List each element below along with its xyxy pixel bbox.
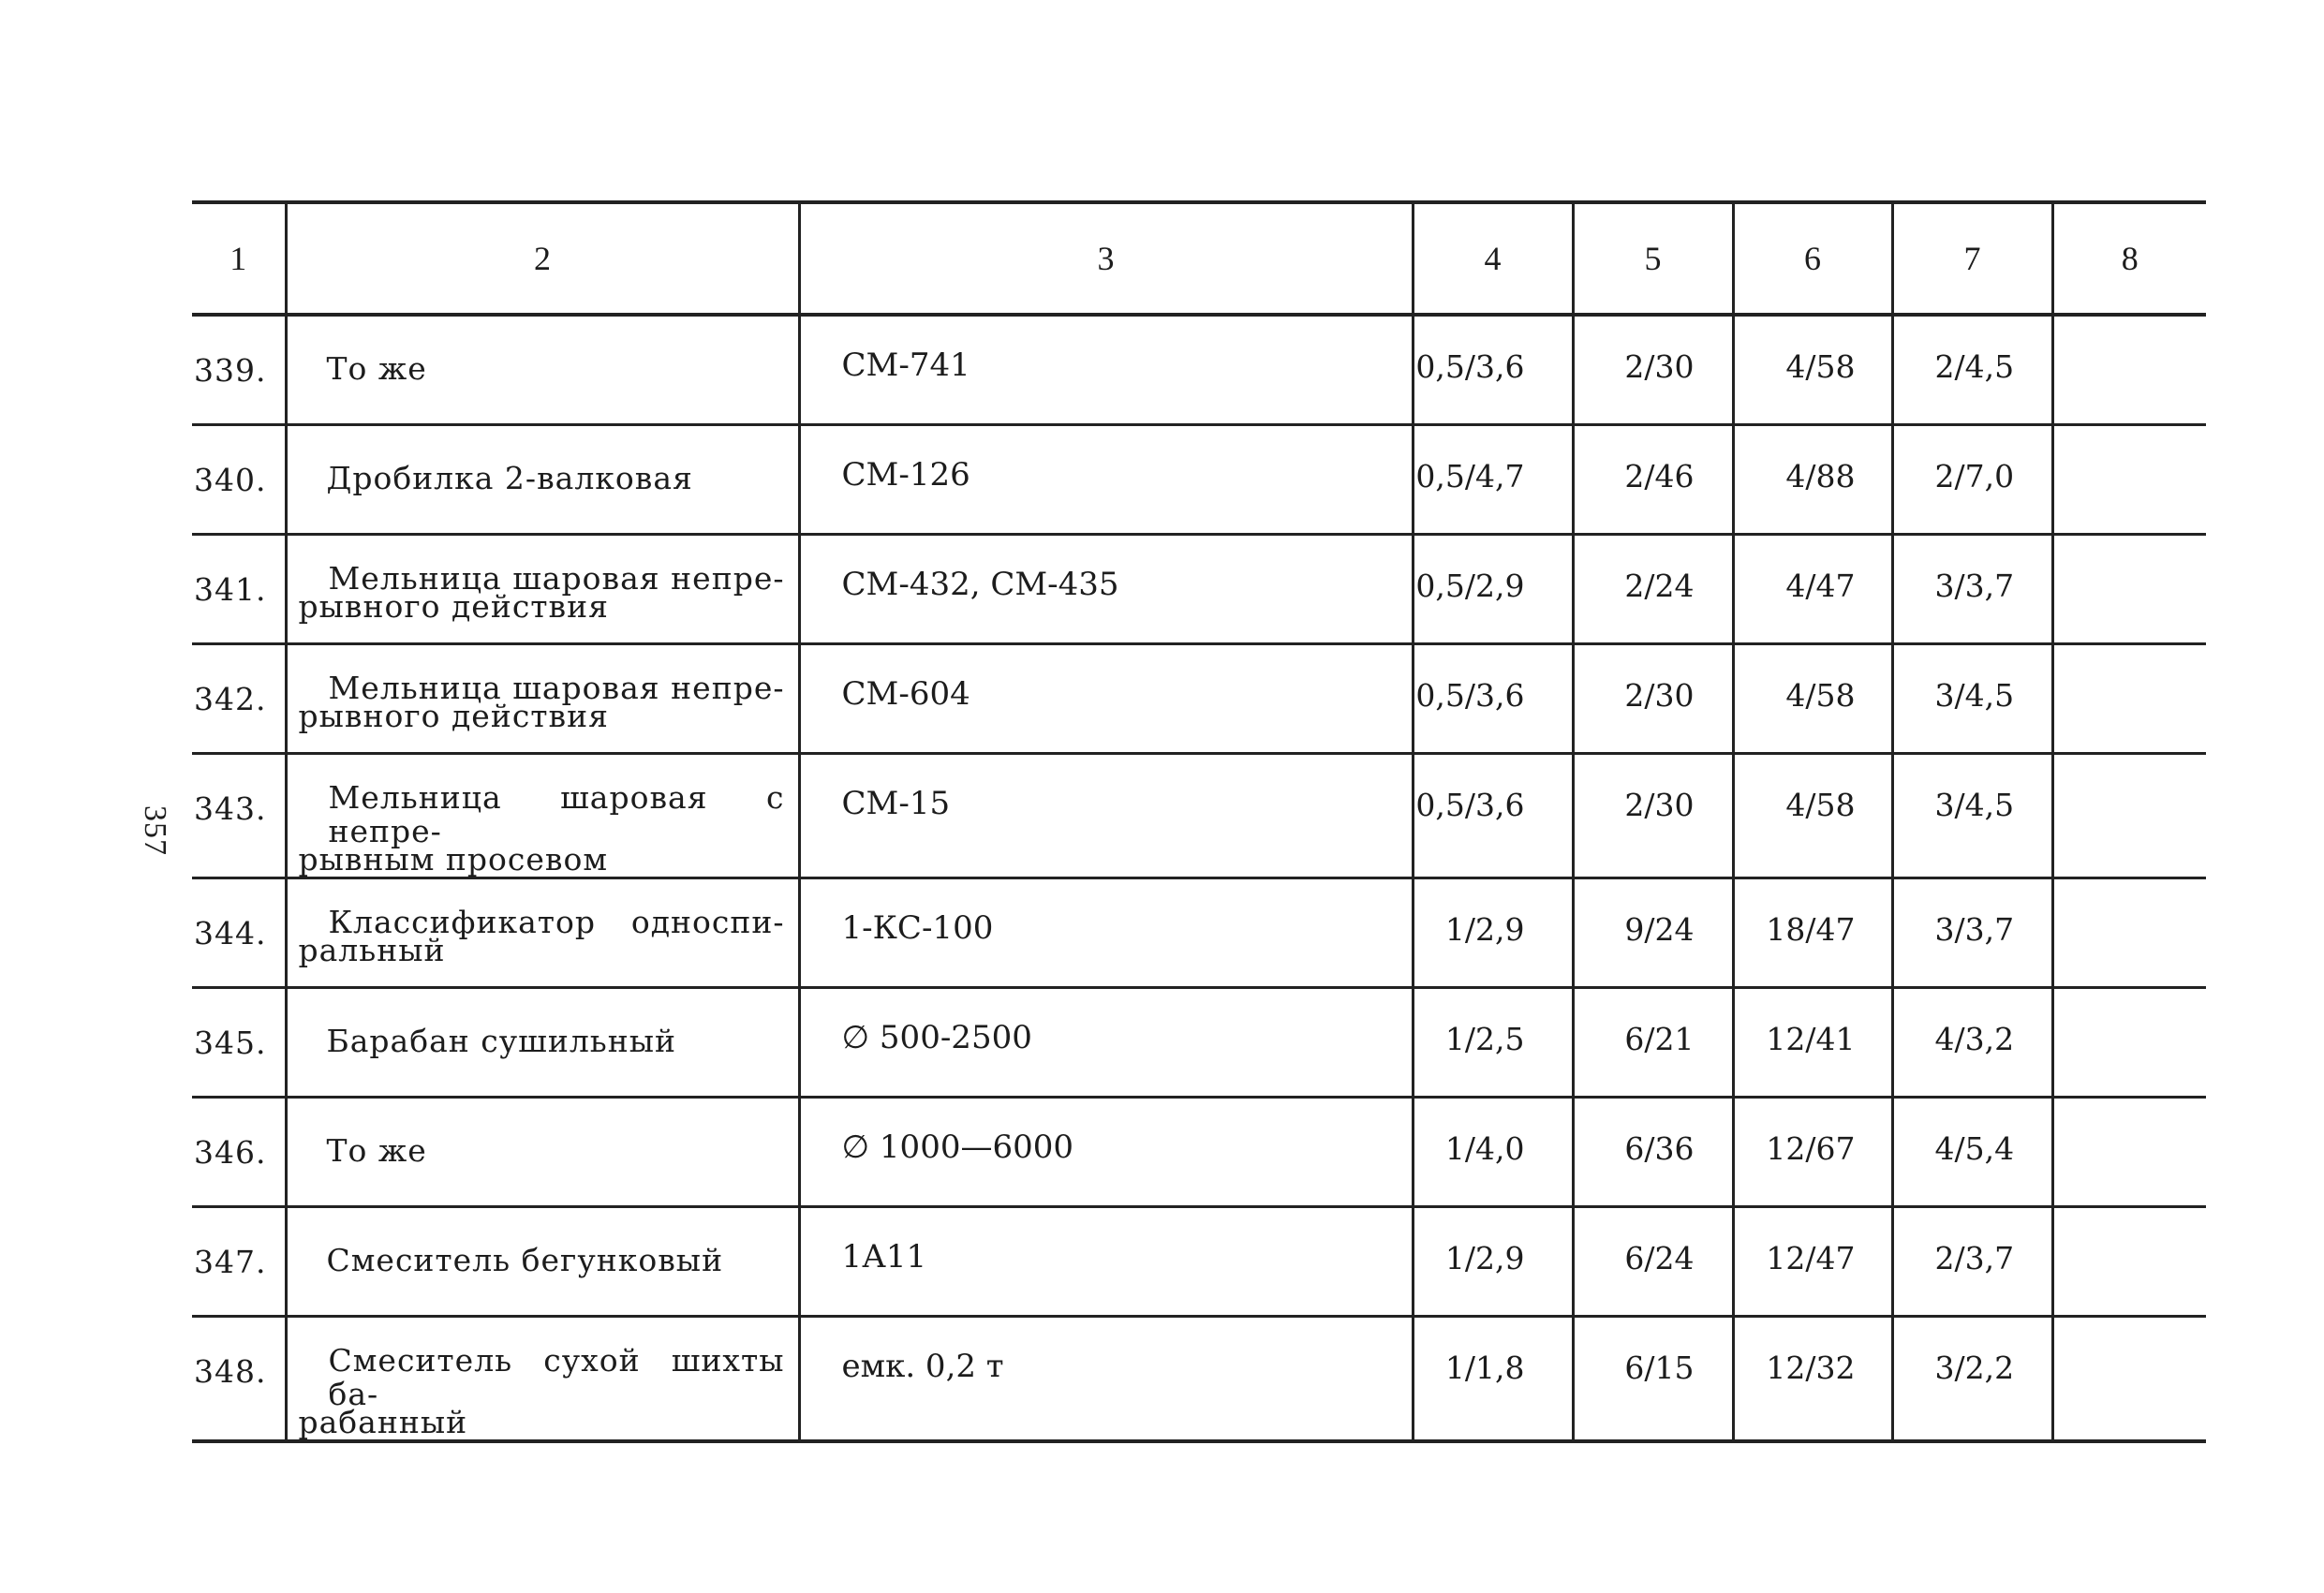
value-5: 2/30: [1624, 677, 1695, 714]
value-5: 6/21: [1624, 1021, 1695, 1057]
equipment-name: [288, 1318, 798, 1439]
value-7: 4/3,2: [1934, 1021, 2015, 1057]
value-cell-6: [1733, 1317, 1892, 1442]
value-4: 1/1,8: [1444, 1350, 1525, 1386]
header-row: [192, 202, 2206, 315]
value-7: 3/4,5: [1934, 787, 2015, 823]
row-number: 340.: [194, 462, 267, 498]
value-cell-5: [1573, 1098, 1733, 1207]
value-4: 0,5/3,6: [1415, 677, 1525, 714]
model-mark-cell: [799, 878, 1413, 988]
header-cell-8: 8: [2052, 202, 2206, 315]
row-number-cell: [192, 754, 286, 878]
value-7: 3/2,2: [1934, 1350, 2015, 1386]
header-cell-2: 2: [286, 202, 799, 315]
value-cell-8: [2052, 878, 2206, 988]
equipment-name-cell: [286, 878, 799, 988]
value-cell-7: [1892, 535, 2052, 644]
value-cell-5: [1573, 878, 1733, 988]
equipment-name: [288, 645, 798, 733]
value-5: 6/15: [1624, 1350, 1695, 1386]
value-6: 4/58: [1785, 677, 1856, 714]
equipment-name: [288, 755, 798, 877]
value-cell-4: [1413, 754, 1573, 878]
equipment-name: [288, 536, 798, 624]
value-4: 0,5/4,7: [1415, 458, 1525, 494]
equipment-name-line-2: рывного действия: [298, 698, 609, 734]
table-row: [192, 1098, 2206, 1207]
value-cell-5: [1573, 1207, 1733, 1317]
row-number: 342.: [194, 681, 267, 717]
value-4: 0,5/2,9: [1415, 568, 1525, 604]
value-cell-4: [1413, 1207, 1573, 1317]
value-cell-7: [1892, 1098, 2052, 1207]
header-cell-3: 3: [799, 202, 1413, 315]
value-cell-6: [1733, 1207, 1892, 1317]
value-cell-4: [1413, 1317, 1573, 1442]
value-cell-6: [1733, 315, 1892, 425]
equipment-name-cell: [286, 535, 799, 644]
value-cell-6: [1733, 535, 1892, 644]
value-6: 4/58: [1785, 348, 1856, 385]
value-cell-7: [1892, 988, 2052, 1098]
model-mark: 1-КС-100: [841, 909, 994, 947]
header-cell-1: 1: [192, 202, 286, 315]
equipment-name-cell: [286, 644, 799, 754]
value-cell-8: [2052, 535, 2206, 644]
row-number: 344.: [194, 915, 267, 951]
value-7: 3/4,5: [1934, 677, 2015, 714]
value-5: 2/46: [1624, 458, 1695, 494]
value-7: 2/3,7: [1934, 1240, 2015, 1276]
equipment-name-line-2: рабанный: [298, 1404, 468, 1440]
value-cell-5: [1573, 425, 1733, 535]
model-mark-cell: [799, 425, 1413, 535]
value-cell-6: [1733, 1098, 1892, 1207]
table-row: [192, 425, 2206, 535]
model-mark: СМ-604: [841, 675, 970, 713]
header-cell-5: 5: [1573, 202, 1733, 315]
row-number-cell: [192, 425, 286, 535]
model-mark-cell: [799, 1098, 1413, 1207]
value-cell-6: [1733, 754, 1892, 878]
equipment-name-line-1: Мельница шаровая с непре-: [328, 779, 785, 849]
row-number-cell: [192, 1317, 286, 1442]
row-number: 345.: [194, 1025, 267, 1061]
model-mark-cell: [799, 1207, 1413, 1317]
row-number-cell: [192, 644, 286, 754]
equipment-name: [288, 879, 798, 967]
value-4: 0,5/3,6: [1415, 787, 1525, 823]
table-row: [192, 878, 2206, 988]
model-mark-cell: [799, 988, 1413, 1098]
value-6: 12/47: [1766, 1240, 1856, 1276]
model-mark: ∅ 500-2500: [841, 1019, 1032, 1056]
table-row: [192, 754, 2206, 878]
model-mark: СМ-126: [841, 456, 970, 494]
value-6: 4/47: [1785, 568, 1856, 604]
equipment-name-cell: [286, 425, 799, 535]
row-number: 348.: [194, 1353, 267, 1390]
value-cell-5: [1573, 644, 1733, 754]
value-cell-6: [1733, 988, 1892, 1098]
value-4: 1/2,9: [1444, 911, 1525, 948]
equipment-name-cell: [286, 1098, 799, 1207]
equipment-name: Дробилка 2-валковая: [326, 460, 693, 496]
row-number-cell: [192, 1098, 286, 1207]
value-cell-7: [1892, 425, 2052, 535]
value-cell-6: [1733, 878, 1892, 988]
value-6: 4/58: [1785, 787, 1856, 823]
equipment-name-line-2: ральный: [298, 932, 446, 968]
value-cell-8: [2052, 1317, 2206, 1442]
value-6: 12/41: [1766, 1021, 1856, 1057]
value-cell-8: [2052, 644, 2206, 754]
row-number: 343.: [194, 790, 267, 827]
equipment-name-line-2: рывного действия: [298, 588, 609, 625]
value-cell-8: [2052, 988, 2206, 1098]
value-cell-8: [2052, 754, 2206, 878]
value-cell-7: [1892, 754, 2052, 878]
value-cell-5: [1573, 315, 1733, 425]
value-cell-7: [1892, 1207, 2052, 1317]
model-mark-cell: [799, 754, 1413, 878]
equipment-name: То же: [326, 1132, 427, 1169]
equipment-name-cell: [286, 988, 799, 1098]
row-number: 347.: [194, 1244, 267, 1280]
value-6: 18/47: [1766, 911, 1856, 948]
table-row: [192, 1207, 2206, 1317]
equipment-name-line-1: Мельница шаровая непре-: [328, 670, 785, 706]
row-number-cell: [192, 988, 286, 1098]
value-cell-4: [1413, 425, 1573, 535]
header-cell-4: 4: [1413, 202, 1573, 315]
equipment-name-cell: [286, 754, 799, 878]
value-cell-6: [1733, 425, 1892, 535]
value-5: 9/24: [1624, 911, 1695, 948]
model-mark-cell: [799, 1317, 1413, 1442]
value-cell-7: [1892, 1317, 2052, 1442]
model-mark-cell: [799, 315, 1413, 425]
row-number: 339.: [194, 352, 267, 389]
value-cell-8: [2052, 315, 2206, 425]
equipment-table-page: [192, 200, 2206, 1443]
value-4: 1/2,5: [1444, 1021, 1525, 1057]
value-4: 1/4,0: [1444, 1130, 1525, 1167]
value-cell-5: [1573, 1317, 1733, 1442]
value-cell-4: [1413, 644, 1573, 754]
model-mark-cell: [799, 535, 1413, 644]
value-4: 1/2,9: [1444, 1240, 1525, 1276]
page-number: 357: [138, 805, 172, 856]
table-row: [192, 644, 2206, 754]
value-cell-4: [1413, 988, 1573, 1098]
value-cell-8: [2052, 1098, 2206, 1207]
value-cell-8: [2052, 425, 2206, 535]
value-5: 2/24: [1624, 568, 1695, 604]
table-row: [192, 535, 2206, 644]
model-mark: 1А11: [841, 1238, 927, 1276]
model-mark: СМ-432, СМ-435: [841, 566, 1119, 603]
value-5: 6/24: [1624, 1240, 1695, 1276]
equipment-name-cell: [286, 1207, 799, 1317]
value-cell-4: [1413, 315, 1573, 425]
table-row: [192, 315, 2206, 425]
header-cell-6: 6: [1733, 202, 1892, 315]
value-cell-6: [1733, 644, 1892, 754]
value-7: 3/3,7: [1934, 568, 2015, 604]
row-number-cell: [192, 878, 286, 988]
equipment-name-line-2: рывным просевом: [298, 841, 608, 878]
value-6: 12/32: [1766, 1350, 1856, 1386]
table-row: [192, 988, 2206, 1098]
value-7: 4/5,4: [1934, 1130, 2015, 1167]
model-mark: СМ-741: [841, 347, 970, 384]
equipment-name-line-1: Смеситель сухой шихты ба-: [328, 1342, 785, 1412]
value-cell-5: [1573, 988, 1733, 1098]
equipment-name: То же: [326, 350, 427, 387]
value-7: 2/7,0: [1934, 458, 2015, 494]
row-number-cell: [192, 535, 286, 644]
table-row: [192, 1317, 2206, 1442]
row-number: 346.: [194, 1134, 267, 1171]
row-number: 341.: [194, 571, 267, 608]
model-mark: емк. 0,2 т: [841, 1348, 1004, 1385]
value-cell-7: [1892, 644, 2052, 754]
model-mark: СМ-15: [841, 785, 951, 822]
value-5: 2/30: [1624, 787, 1695, 823]
value-cell-5: [1573, 754, 1733, 878]
value-cell-4: [1413, 878, 1573, 988]
value-6: 12/67: [1766, 1130, 1856, 1167]
value-4: 0,5/3,6: [1415, 348, 1525, 385]
equipment-table: [192, 200, 2206, 1443]
equipment-name-line-1: Мельница шаровая непре-: [328, 560, 785, 597]
value-cell-5: [1573, 535, 1733, 644]
value-7: 2/4,5: [1934, 348, 2015, 385]
value-cell-4: [1413, 1098, 1573, 1207]
row-number-cell: [192, 1207, 286, 1317]
model-mark-cell: [799, 644, 1413, 754]
value-6: 4/88: [1785, 458, 1856, 494]
value-cell-8: [2052, 1207, 2206, 1317]
value-cell-4: [1413, 535, 1573, 644]
equipment-name-cell: [286, 1317, 799, 1442]
value-5: 2/30: [1624, 348, 1695, 385]
equipment-name: Смеситель бегунковый: [326, 1242, 724, 1278]
value-cell-7: [1892, 878, 2052, 988]
equipment-name: Барабан сушильный: [326, 1023, 677, 1059]
model-mark: ∅ 1000—6000: [841, 1128, 1073, 1166]
equipment-name-cell: [286, 315, 799, 425]
equipment-name-line-1: Классификатор односпи-: [328, 904, 785, 940]
header-cell-7: 7: [1892, 202, 2052, 315]
value-5: 6/36: [1624, 1130, 1695, 1167]
row-number-cell: [192, 315, 286, 425]
value-7: 3/3,7: [1934, 911, 2015, 948]
value-cell-7: [1892, 315, 2052, 425]
